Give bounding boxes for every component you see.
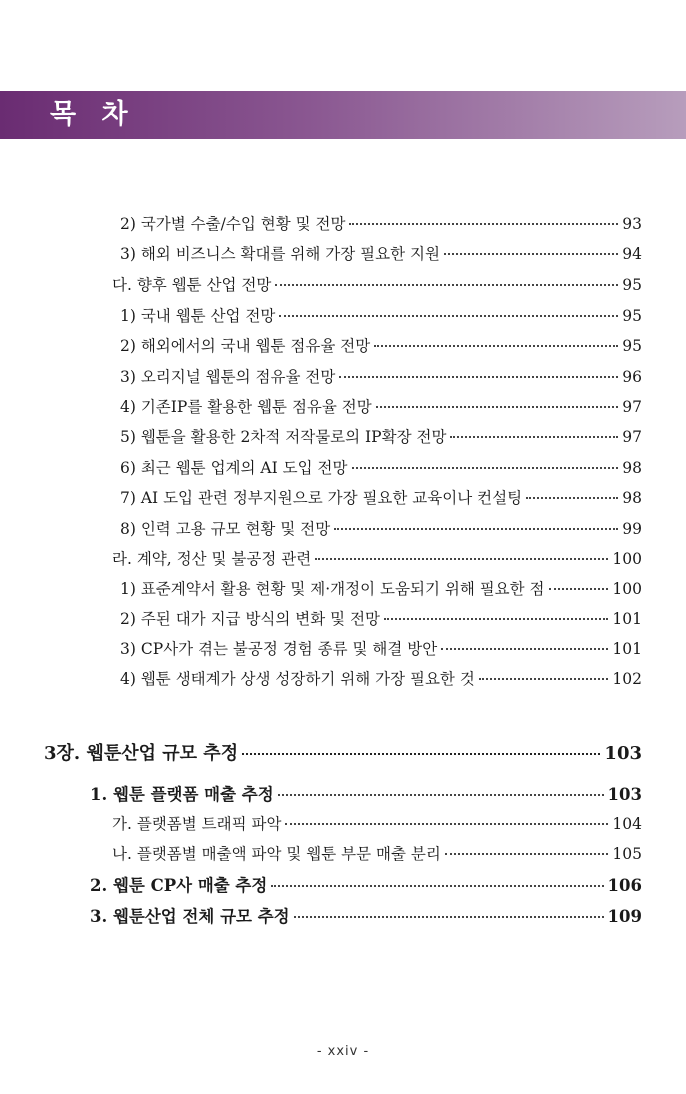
toc-entry[interactable] bbox=[120, 667, 642, 689]
toc-entry[interactable] bbox=[120, 365, 642, 387]
toc-entry-page: 99 bbox=[622, 520, 642, 538]
toc-entry-page: 102 bbox=[612, 670, 642, 688]
dot-leader bbox=[445, 853, 609, 855]
dot-leader bbox=[334, 528, 618, 530]
dot-leader bbox=[479, 678, 609, 680]
toc-entry-page: 101 bbox=[612, 640, 642, 658]
toc-entry-title: 7) AI 도입 관련 정부지원으로 가장 필요한 교육이나 컨설팅 bbox=[120, 489, 523, 507]
toc-entry[interactable] bbox=[112, 812, 642, 834]
dot-leader bbox=[349, 223, 618, 225]
toc-entry-page: 93 bbox=[622, 215, 642, 233]
toc-entry[interactable] bbox=[120, 486, 642, 508]
toc-entry-title: 가. 플랫폼별 트래픽 파악 bbox=[112, 815, 282, 833]
header-band bbox=[0, 91, 686, 139]
toc-entry[interactable] bbox=[112, 547, 642, 569]
toc-entry-title: 4) 기존IP를 활용한 웹툰 점유율 전망 bbox=[120, 398, 372, 416]
toc-entry-title: 3. 웹툰산업 전체 규모 추정 bbox=[90, 907, 290, 926]
toc-entry-page: 97 bbox=[622, 398, 642, 416]
toc-entry-page: 98 bbox=[622, 459, 642, 477]
toc-entry[interactable] bbox=[120, 607, 642, 629]
toc-entry[interactable] bbox=[120, 334, 642, 356]
toc-entry-title: 3) 오리지널 웹툰의 점유율 전망 bbox=[120, 368, 336, 386]
dot-leader bbox=[279, 315, 618, 317]
toc-entry[interactable] bbox=[120, 212, 642, 234]
dot-leader bbox=[271, 885, 603, 887]
page-number-footer: - xxiv - bbox=[316, 1044, 370, 1059]
toc-entry[interactable] bbox=[120, 577, 642, 599]
toc-entry[interactable] bbox=[120, 637, 642, 659]
toc-entry-title: 라. 계약, 정산 및 불공정 관련 bbox=[112, 550, 312, 568]
toc-entry-page: 100 bbox=[612, 550, 642, 568]
toc-entry[interactable] bbox=[120, 395, 642, 417]
toc-entry-title: 2. 웹툰 CP사 매출 추정 bbox=[90, 876, 268, 895]
toc-entry-page: 101 bbox=[612, 610, 642, 628]
toc-entry[interactable] bbox=[120, 517, 642, 539]
toc-entry-page: 95 bbox=[622, 337, 642, 355]
toc-entry-title: 다. 향후 웹툰 산업 전망 bbox=[112, 276, 272, 294]
toc-entry-page: 95 bbox=[622, 276, 642, 294]
dot-leader bbox=[278, 794, 604, 796]
dot-leader bbox=[374, 345, 618, 347]
toc-entry[interactable] bbox=[112, 842, 642, 864]
toc-entry[interactable] bbox=[120, 242, 642, 264]
toc-entry-title: 5) 웹툰을 활용한 2차적 저작물로의 IP확장 전망 bbox=[120, 428, 447, 446]
dot-leader bbox=[526, 497, 618, 499]
toc-entry-title: 2) 국가별 수출/수입 현황 및 전망 bbox=[120, 215, 346, 233]
dot-leader bbox=[352, 467, 619, 469]
toc-entry-page: 103 bbox=[607, 785, 642, 804]
toc-entry[interactable] bbox=[90, 903, 642, 927]
dot-leader bbox=[376, 406, 619, 408]
toc-entry-page: 104 bbox=[612, 815, 642, 833]
dot-leader bbox=[450, 436, 618, 438]
dot-leader bbox=[315, 558, 608, 560]
dot-leader bbox=[441, 648, 608, 650]
toc-entry-page: 103 bbox=[604, 743, 642, 764]
toc-entry-page: 106 bbox=[607, 876, 642, 895]
page-title: 목 차 bbox=[50, 99, 136, 130]
toc-entry[interactable] bbox=[90, 781, 642, 805]
toc-entry-title: 3) CP사가 겪는 불공정 경험 종류 및 해결 방안 bbox=[120, 640, 438, 658]
dot-leader bbox=[339, 376, 618, 378]
dot-leader bbox=[294, 916, 604, 918]
toc-entry[interactable] bbox=[120, 425, 642, 447]
toc-entry-page: 100 bbox=[612, 580, 642, 598]
toc-entry-title: 2) 주된 대가 지급 방식의 변화 및 전망 bbox=[120, 610, 381, 628]
toc-chapter[interactable] bbox=[44, 739, 642, 765]
toc-entry-page: 96 bbox=[622, 368, 642, 386]
toc-entry-title: 나. 플랫폼별 매출액 파악 및 웹툰 부문 매출 분리 bbox=[112, 845, 441, 863]
toc-entry-title: 8) 인력 고용 규모 현황 및 전망 bbox=[120, 520, 331, 538]
dot-leader bbox=[285, 823, 608, 825]
dot-leader bbox=[242, 753, 600, 755]
toc-entry-title: 6) 최근 웹툰 업계의 AI 도입 전망 bbox=[120, 459, 348, 477]
toc-entry-title: 4) 웹툰 생태계가 상생 성장하기 위해 가장 필요한 것 bbox=[120, 670, 475, 688]
toc-entry[interactable] bbox=[120, 456, 642, 478]
toc-entry[interactable] bbox=[112, 273, 642, 295]
dot-leader bbox=[275, 284, 618, 286]
toc-entry-title: 1. 웹툰 플랫폼 매출 추정 bbox=[90, 785, 274, 804]
toc-entry-title: 1) 국내 웹툰 산업 전망 bbox=[120, 307, 276, 325]
dot-leader bbox=[549, 588, 609, 590]
toc-entry[interactable] bbox=[120, 304, 642, 326]
dot-leader bbox=[384, 618, 608, 620]
toc-entry-title: 3) 해외 비즈니스 확대를 위해 가장 필요한 지원 bbox=[120, 245, 440, 263]
toc-entry-page: 105 bbox=[612, 845, 642, 863]
toc-entry-page: 94 bbox=[622, 245, 642, 263]
dot-leader bbox=[444, 253, 618, 255]
toc-entry-page: 97 bbox=[622, 428, 642, 446]
toc-entry-title: 1) 표준계약서 활용 현황 및 제·개정이 도움되기 위해 필요한 점 bbox=[120, 580, 545, 598]
toc-entry-title: 3장. 웹툰산업 규모 추정 bbox=[44, 743, 239, 764]
toc-entry-title: 2) 해외에서의 국내 웹툰 점유율 전망 bbox=[120, 337, 371, 355]
toc-entry[interactable] bbox=[90, 872, 642, 896]
toc-entry-page: 109 bbox=[607, 907, 642, 926]
toc-entry-page: 98 bbox=[622, 489, 642, 507]
toc-entry-page: 95 bbox=[622, 307, 642, 325]
